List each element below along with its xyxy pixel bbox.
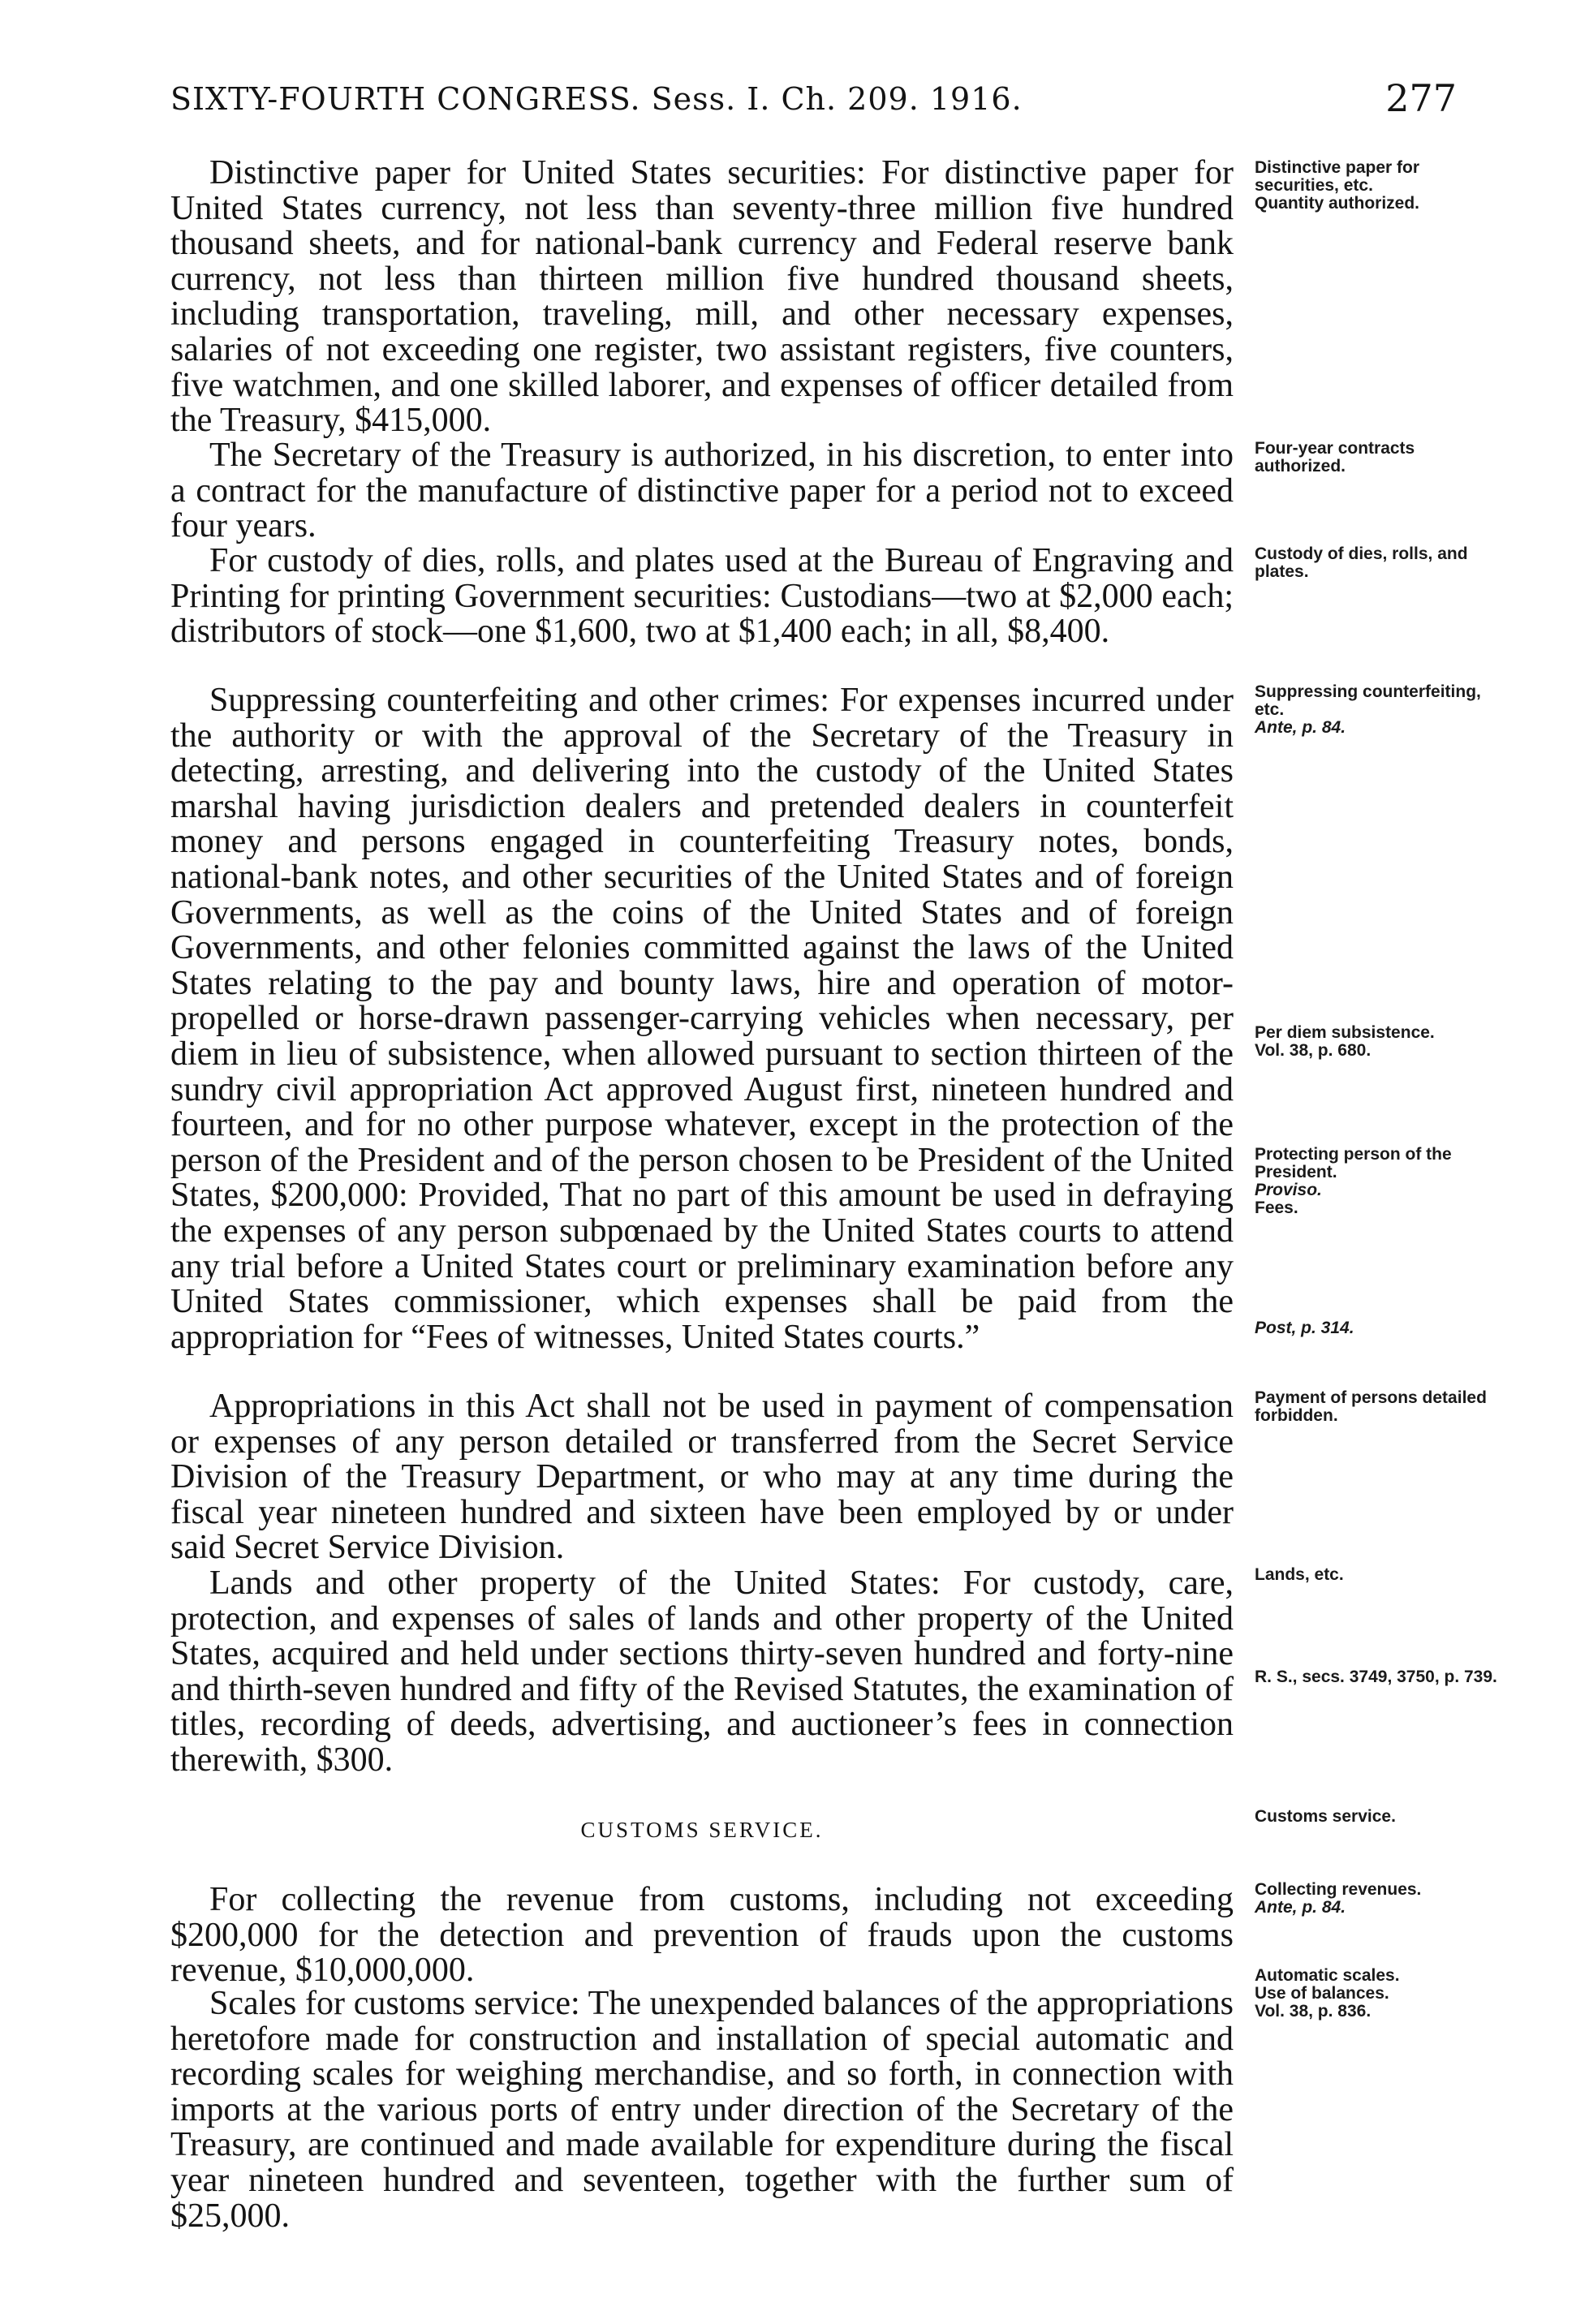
margin-note-custody-of-dies: Custody of dies, rolls, and plates. [1255, 544, 1468, 581]
margin-note-payment-forbidden: Payment of persons detailed forbidden. [1255, 1388, 1487, 1425]
margin-note-lands: Lands, etc. [1255, 1565, 1344, 1584]
body-paragraph-four-year-contract: The Secretary of the Treasury is authorized, in his discretion, to enter into a contract for the manufacture of distinctive paper for a period not to exceed four years. [170, 437, 1234, 545]
margin-note-collecting-revenues: Collecting revenues. Ante, p. 84. [1255, 1880, 1422, 1917]
margin-note-suppressing-counterfeiting: Suppressing counterfeiting, etc. Ante, p. 84. [1255, 682, 1481, 737]
body-paragraph-counterfeiting: Suppressing counterfeiting and other crimes: For expenses incurred under the authority or with the approval of the Secretary of the Treasury in detecting, arresting, and delivering into the custody of the United States marshal having jurisdiction dealers and pretended dealers in counterfeit money and persons engaged in counterfeiting Treasury notes, bonds, national-bank notes, and other securities of the United States and of foreign Governments, as well as the coins of the United States and of foreign Governments, and other felonies committed against the laws of the United States relating to the pay and bounty laws, hire and operation of motor-propelled or horse-drawn passenger-carrying vehicles when necessary, per diem in lieu of subsistence, when allowed pursuant to section thirteen of the sundry civil appropriation Act approved August first, nineteen hundred and fourteen, and for no other purpose whatever, except in the protection of the person of the President and of the person chosen to be President of the United States, $200,000: Provided, That no part of this amount be used in defraying the expenses of any person subpœnaed by the United States courts to attend any trial before a United States court or preliminary examination before any United States commissioner, which expenses shall be paid from the appropriation for “Fees of witnesses, United States courts.” [170, 682, 1234, 1356]
margin-note-automatic-scales: Automatic scales. Use of balances. Vol. 38, p. 836. [1255, 1966, 1400, 2021]
body-paragraph-custody-of-dies: For custody of dies, rolls, and plates used at the Bureau of Engraving and Printing for printing Government securities: Custodians—two at $2,000 each; distributors of stock—one $1,600, two at $1,400 each; in all, $8,400. [170, 542, 1234, 651]
section-heading: CUSTOMS SERVICE. [580, 1818, 824, 1842]
body-paragraph-lands: Lands and other property of the United States: For custody, care, protection, and expenses of sales of lands and other property of the United States, acquired and held under sections thirty-seven hundred and forty-nine and thirth-seven hundred and fifty of the Revised Statutes, the examination of titles, recording of deeds, advertising, and auctioneer’s fees in connection therewith, $300. [170, 1564, 1234, 1779]
body-paragraph-scales: Scales for customs service: The unexpended balances of the appropriations heretofore made for construction and installation of special automatic and recording scales for weighing merchandise, and so forth, in connection with imports at the various ports of entry under direction of the Secretary of the Treasury, are continued and made available for expenditure during the fiscal year nineteen hundred and seventeen, together with the further sum of $25,000. [170, 1985, 1234, 2235]
body-paragraph-secret-service: Appropriations in this Act shall not be used in payment of compensation or expenses of any person detailed or transferred from the Secret Service Division of the Treasury Department, or who may at any time during the fiscal year nineteen hundred and sixteen have been employed by or under said Secret Service Division. [170, 1388, 1234, 1567]
margin-note-distinctive-paper: Distinctive paper for securities, etc. Quantity authorized. [1255, 158, 1420, 213]
margin-note-revised-statutes: R. S., secs. 3749, 3750, p. 739. [1255, 1668, 1497, 1686]
body-paragraph-collecting-revenue: For collecting the revenue from customs, including not exceeding $200,000 for the detection and prevention of frauds upon the customs revenue, $10,000,000. [170, 1881, 1234, 1990]
margin-note-protecting-president: Protecting person of the President. Proviso. Fees. [1255, 1145, 1452, 1217]
running-title: SIXTY-FOURTH CONGRESS. Sess. I. Ch. 209. 1916. [170, 81, 1023, 117]
page-number: 277 [1385, 76, 1457, 120]
margin-note-four-year-contracts: Four-year contracts authorized. [1255, 439, 1415, 476]
margin-note-post-reference: Post, p. 314. [1255, 1319, 1354, 1337]
margin-note-customs-service: Customs service. [1255, 1807, 1396, 1826]
page-header [170, 76, 1457, 130]
body-paragraph-distinctive-paper: Distinctive paper for United States securities: For distinctive paper for United States currency, not less than seventy-three million five hundred thousand sheets, and for national-bank currency and Federal reserve bank currency, not less than thirteen million five hundred thousand sheets, including transportation, traveling, mill, and other necessary expenses, salaries of not exceeding one register, two assistant registers, five counters, five watchmen, and one skilled laborer, and expenses of officer detailed from the Treasury, $415,000. [170, 154, 1234, 440]
margin-note-per-diem: Per diem subsistence. Vol. 38, p. 680. [1255, 1023, 1435, 1060]
